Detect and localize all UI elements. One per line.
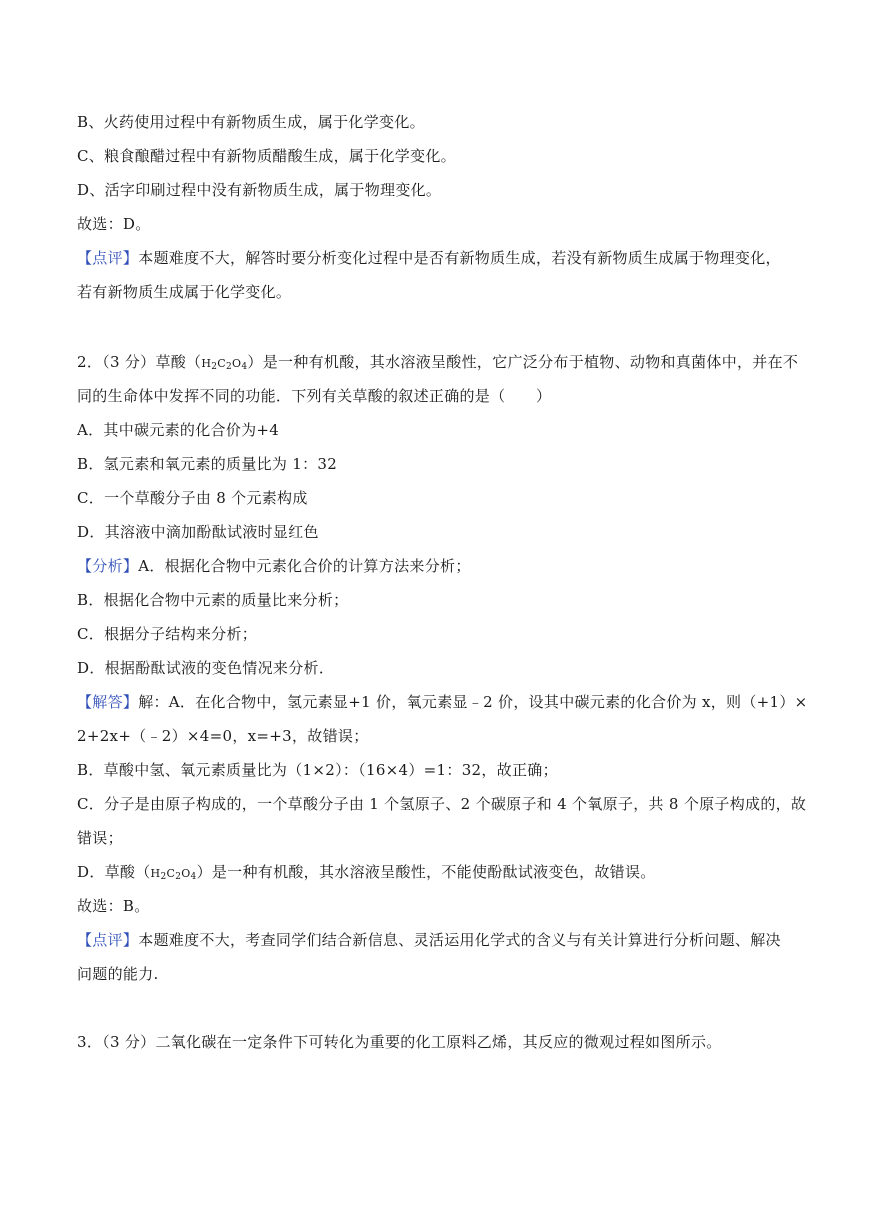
analysis-a: A．根据化合物中元素化合价的计算方法来分析； (138, 557, 471, 575)
q2-solution (77, 692, 808, 712)
q1-answer: 故选：D。 (77, 215, 151, 233)
q1-solution-b: B、火药使用过程中有新物质生成，属于化学变化。 (77, 113, 425, 131)
comment-text: 本题难度不大，解答时要分析变化过程中是否有新物质生成，若没有新物质生成属于物理变化， (138, 249, 781, 267)
solution-a: 解：A．在化合物中，氢元素显+1 价，氧元素显﹣2 价，设其中碳元素的化合价为 x，则（+1）× (138, 693, 808, 711)
q1-solution-d: D、活字印刷过程中没有新物质生成，属于物理变化。 (77, 181, 442, 199)
q2-solution-b: B．草酸中氢、氧元素质量比为（1×2）：（16×4）=1：32，故正确； (77, 761, 558, 779)
solution-tag: 【解答】 (77, 693, 139, 711)
q2-option-a: A．其中碳元素的化合价为+4 (77, 421, 280, 439)
q2-solution-c: C．分子是由原子构成的，一个草酸分子由 1 个氢原子、2 个碳原子和 4 个氧原子，共 8 个原子构成的，故 (77, 795, 807, 813)
oxalic-acid-formula-2: $H_2C_2O_4$ (150, 867, 197, 882)
q2-solution-d (77, 862, 656, 884)
q1-solution-c: C、粮食酿醋过程中有新物质醋酸生成，属于化学变化。 (77, 147, 456, 165)
q2-stem-prefix: 2．（3 分）草酸（ (77, 353, 202, 371)
solution-d-prefix: D．草酸（ (77, 863, 151, 881)
q3-stem: 3．（3 分）二氧化碳在一定条件下可转化为重要的化工原料乙烯，其反应的微观过程如图所示。 (77, 1033, 722, 1051)
comment-text-2: 本题难度不大，考查同学们结合新信息、灵活运用化学式的含义与有关计算进行分析问题、解决 (138, 931, 781, 949)
solution-d-suffix: ）是一种有机酸，其水溶液呈酸性，不能使酚酞试液变色，故错误。 (196, 863, 656, 881)
q2-analysis (77, 556, 471, 576)
q2-option-b: B．氢元素和氧元素的质量比为 1：32 (77, 455, 338, 473)
q2-stem-cont: 同的生命体中发挥不同的功能．下列有关草酸的叙述正确的是（ ） (77, 387, 552, 405)
q1-comment-cont: 若有新物质生成属于化学变化。 (77, 283, 292, 301)
q2-option-d: D．其溶液中滴加酚酞试液时显红色 (77, 523, 319, 541)
analysis-tag: 【分析】 (77, 557, 139, 575)
q2-solution-cont: 2+2x+（﹣2）×4=0，x=+3，故错误； (77, 727, 369, 745)
q2-analysis-c: C．根据分子结构来分析； (77, 625, 258, 643)
q2-comment-cont: 问题的能力. (77, 965, 159, 983)
oxalic-acid-formula: $H_2C_2O_4$ (201, 357, 248, 372)
q2-stem-suffix: ）是一种有机酸，其水溶液呈酸性，它广泛分布于植物、动物和真菌体中，并在不 (247, 353, 799, 371)
q2-solution-c-cont: 错误； (77, 829, 123, 847)
comment-tag: 【点评】 (77, 249, 139, 267)
q2-answer: 故选：B。 (77, 897, 150, 915)
q2-analysis-b: B．根据化合物中元素的质量比来分析； (77, 591, 349, 609)
q2-option-c: C．一个草酸分子由 8 个元素构成 (77, 489, 308, 507)
q2-analysis-d: D．根据酚酞试液的变色情况来分析． (77, 659, 335, 677)
q2-stem (77, 352, 798, 374)
comment-tag-2: 【点评】 (77, 931, 139, 949)
q2-comment (77, 930, 781, 950)
q1-comment (77, 248, 781, 268)
